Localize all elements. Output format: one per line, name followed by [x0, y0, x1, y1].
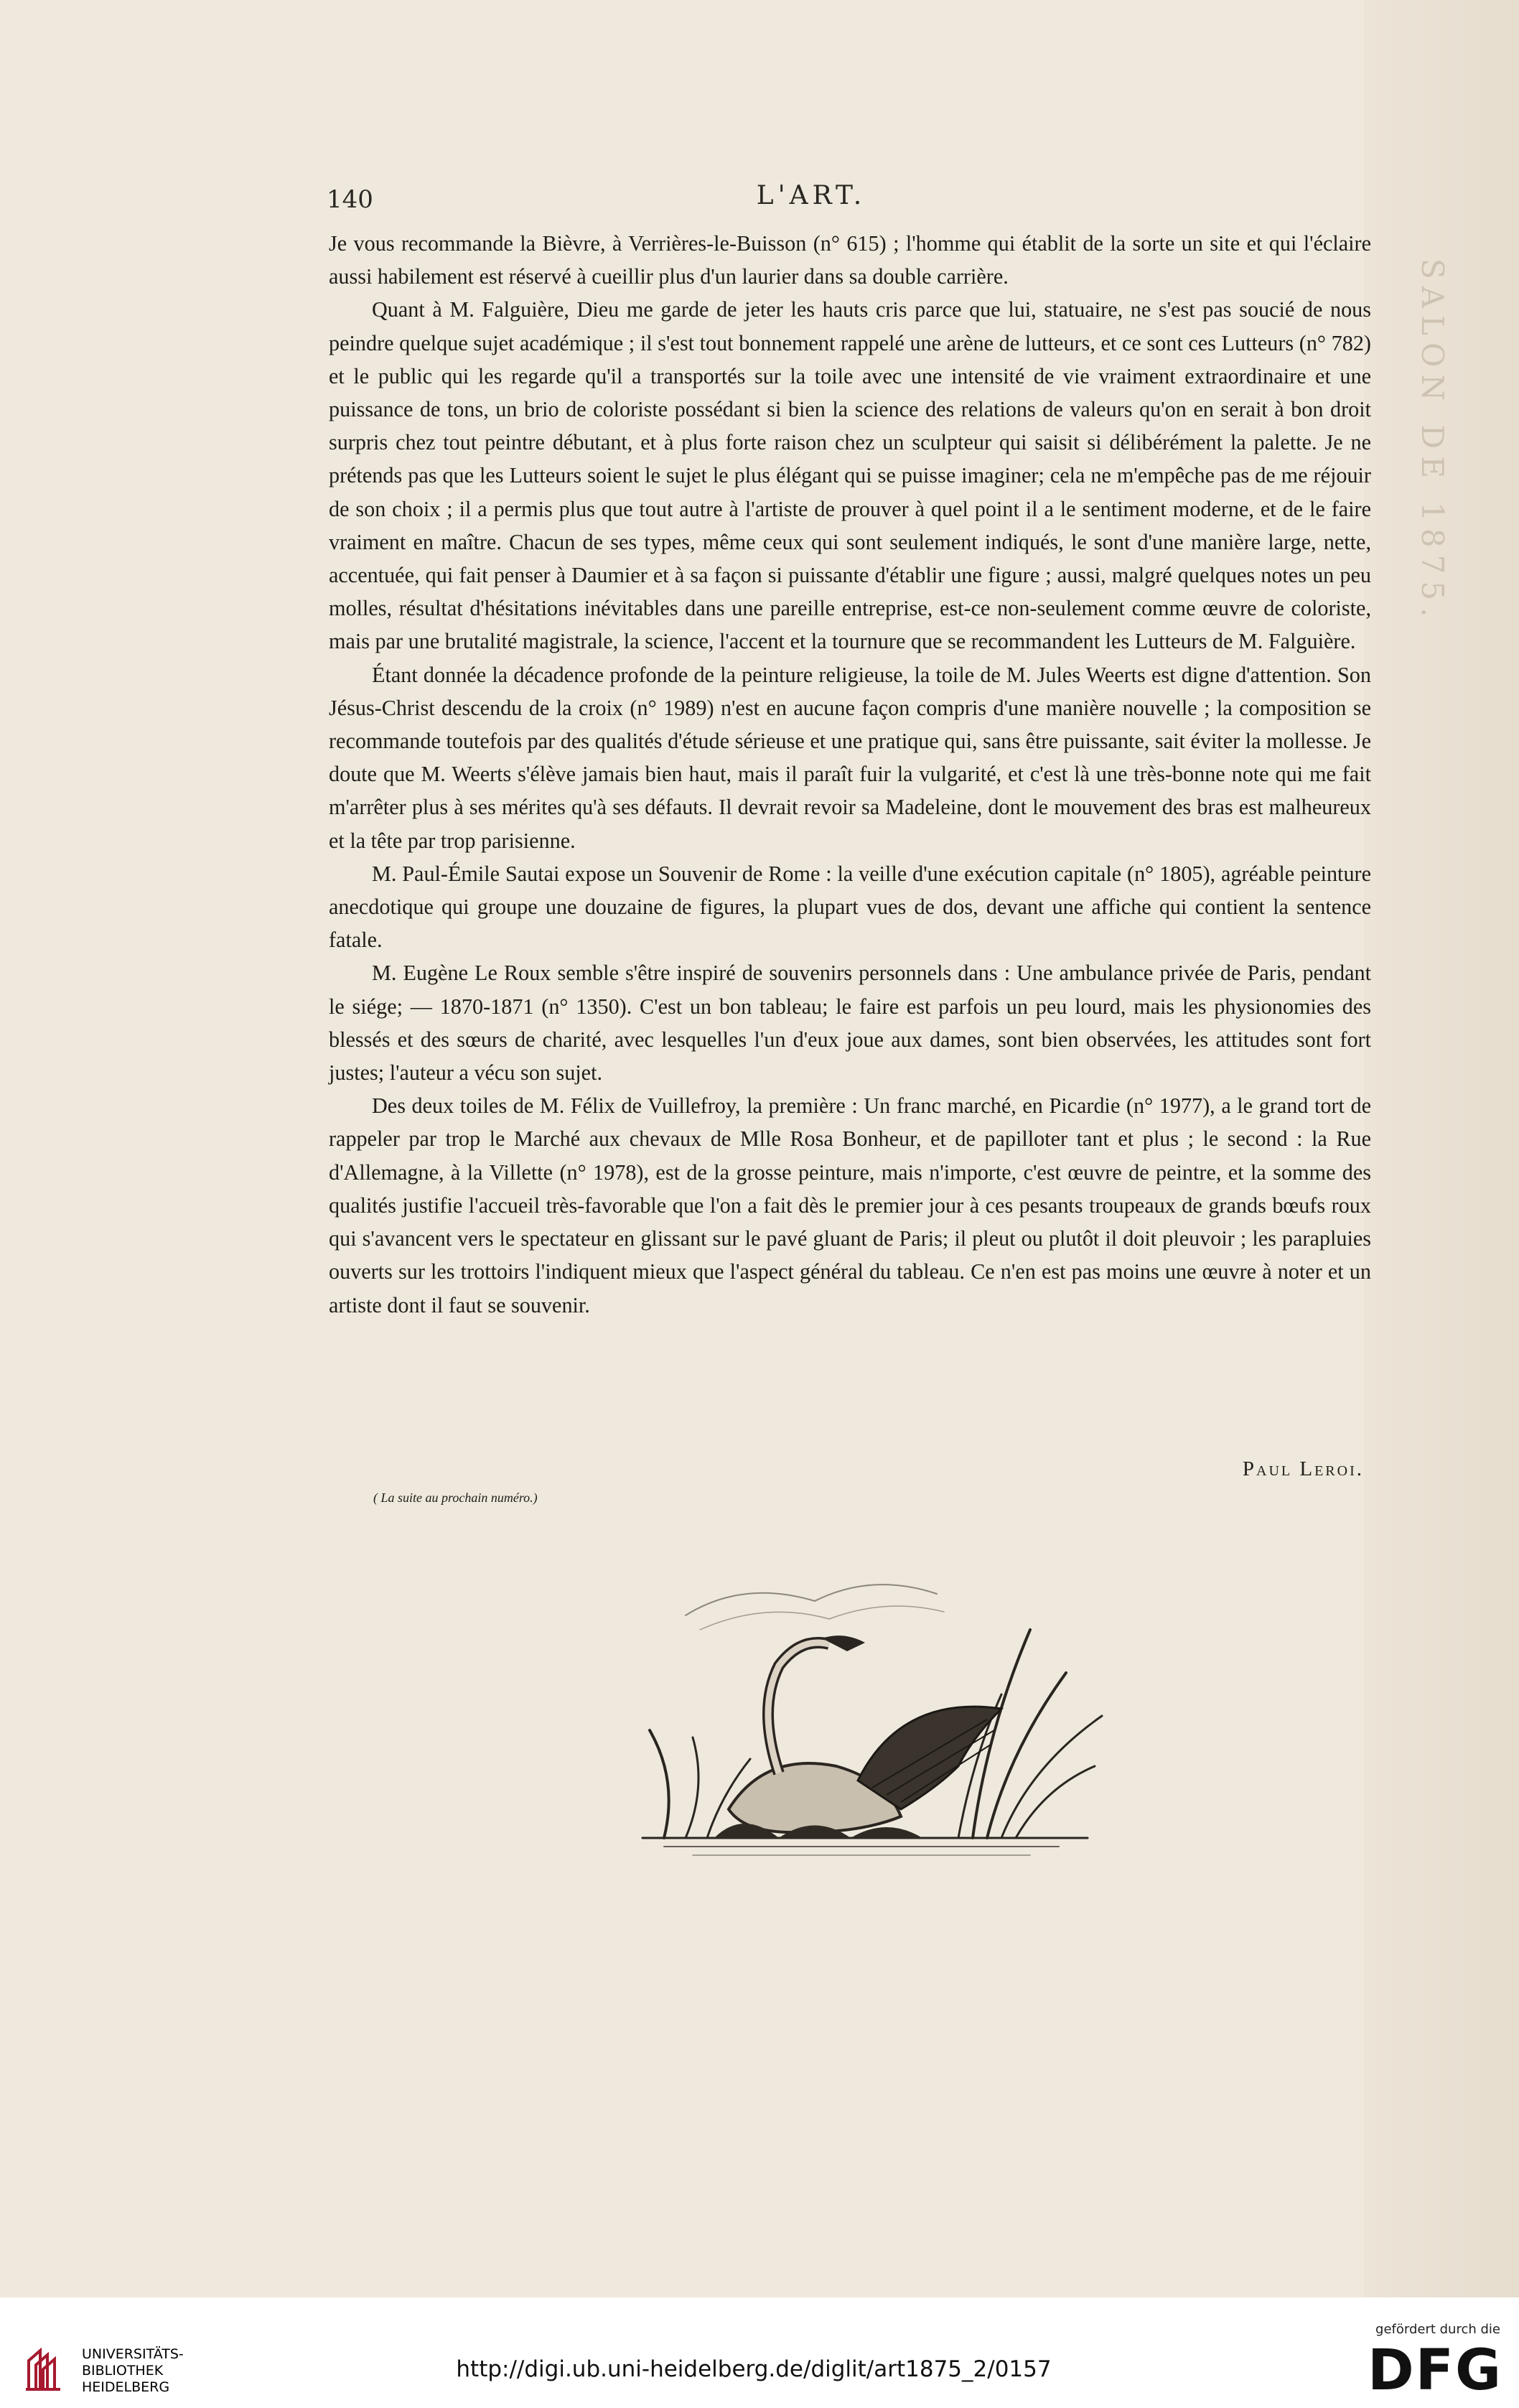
funded-by-label: gefördert durch die [1375, 2322, 1500, 2337]
paragraph [329, 227, 1371, 293]
running-head: L'ART. [756, 181, 866, 210]
continued-note: ( La suite au prochain numéro.) [373, 1490, 538, 1505]
text-line: une affiche qui contient la sentence fatale. [329, 895, 1371, 953]
text-line: d'une manière large, nette, accentuée, qui fait penser à Daumier et à sa façon si puissante d'établir une [329, 529, 1371, 588]
text-line: tant et plus ; le second : la Rue d'Allemagne, à la Villette (n° 1978), est de la grosse peinture, mais [329, 1126, 1371, 1185]
text-line: de Paris, pendant le siége; — 1870-1871 (n° 1350). C'est un bon tableau; le faire est parfois un peu [329, 961, 1371, 1019]
page-number: 140 [327, 185, 373, 214]
text-line: mérites qu'à ses défauts. Il devrait revoir sa Madeleine, dont le mouvement des bras est malheureux [501, 795, 1371, 820]
text-line: qui l'éclaire aussi habilement est réservé à cueillir plus d'un laurier dans sa double carrière. [329, 231, 1371, 289]
paragraph [329, 956, 1371, 1089]
text-line: sur les trottoirs l'indiquent mieux que l'aspect général du tableau. Ce n'en est pas moins une œuvre [398, 1259, 1263, 1284]
text-line: lourd, mais les physionomies des blessés et des sœurs de charité, avec lesquelles l'un d'eux joue aux [329, 994, 1371, 1052]
permalink-url[interactable]: http://digi.ub.uni-heidelberg.de/diglit/art1875_2/0157 [456, 2356, 1052, 2382]
text-line: a fait dès le premier jour à ces pesants troupeaux de grands bœufs roux qui s'avancent vers le spectateur [329, 1193, 1371, 1251]
text-line: Lutteurs soient le sujet le plus élégant qui se puisse imaginer; cela ne m'empêche pas de me réjouir de [329, 463, 1371, 521]
author-signature: Paul Leroi. [1242, 1457, 1364, 1480]
text-line: bien la science des relations de valeurs qu'on en serait à bon droit surpris chez tout peintre débutant, [329, 397, 1371, 455]
text-line: lutteurs, et ce sont ces Lutteurs (n° 782) et le public qui les regarde qu'il a transportés sur la toile avec [329, 330, 1371, 388]
paragraph [329, 293, 1371, 658]
library-name-line: UNIVERSITÄTS- [82, 2346, 184, 2362]
swan-engraving [599, 1551, 1131, 1874]
library-name-line: BIBLIOTHEK [82, 2363, 164, 2379]
spine-ghost-text: SALON DE 1875. [1415, 258, 1450, 625]
text-line: manière nouvelle ; la composition se recommande toutefois par des qualités d'étude sérieuse et une [329, 695, 1372, 754]
text-line: digne d'attention. Son Jésus-Christ descendu de la croix (n° 1989) n'est en aucune façon compris d'une [329, 662, 1371, 720]
text-line: dames, sont bien observées, les attitudes sont fort justes; l'auteur a vécu son sujet. [329, 1027, 1372, 1086]
text-line: et la tête par trop parisienne. [329, 828, 576, 853]
paragraph [329, 857, 1371, 957]
text-line: en glissant sur le pavé gluant de Paris; il pleut ou plutôt il doit pleuvoir ; les parapluies ouverts [329, 1226, 1371, 1284]
text-line: Des deux toiles de M. Félix de Vuillefroy, la première : Un franc marché, en Picardie (n° 1977), [372, 1093, 1222, 1119]
paragraph [329, 1089, 1371, 1321]
text-line: à noter et un artiste dont il faut se souvenir. [329, 1259, 1371, 1317]
text-line: pratique qui, sans être puissante, sait éviter la mollesse. Je doute que M. Weerts s'élève jamais bien [329, 729, 1371, 787]
text-line: entreprise, est-ce non-seulement comme œuvre de coloriste, mais par une brutalité magistrale, la [329, 596, 1371, 654]
dfg-logo: DFG [1367, 2338, 1502, 2403]
library-logo-icon [24, 2348, 65, 2392]
text-line: M. Eugène Le Roux semble s'être inspiré de souvenirs personnels dans : Une ambulance privée [372, 961, 1220, 986]
text-line: son choix ; il a permis plus que tout autre à l'artiste de prouver à quel point il a le sentiment moderne, [355, 496, 1261, 521]
text-line: une intensité de vie vraiment extraordinaire et une puissance de tons, un brio de coloriste possédant si [329, 363, 1371, 422]
text-line: haut, mais il paraît fuir la vulgarité, et c'est là une très-bonne note qui me fait m'arrêter plus à ses [329, 762, 1371, 820]
text-line: Quant à M. Falguière, Dieu me garde de jeter les hauts cris parce que lui, statuaire, ne s'est [372, 297, 1203, 322]
text-line: a le grand tort de rappeler par trop le Marché aux chevaux de Mlle Rosa Bonheur, et de papilloter [329, 1093, 1371, 1152]
library-name [82, 2346, 184, 2396]
text-line: science, l'accent et la tournure que se recommandent les Lutteurs de M. Falguière. [645, 629, 1356, 654]
text-line: agréable peinture anecdotique qui groupe une douzaine de figures, la plupart vues de dos, devant [329, 861, 1371, 920]
text-line: n'importe, c'est œuvre de peintre, et la somme des qualités justifie l'accueil très-favorable que l'on [329, 1159, 1371, 1218]
text-line: Étant donnée la décadence profonde de la peinture religieuse, la toile de M. Jules Weerts est [372, 662, 1182, 687]
viewer-footer [0, 2297, 1519, 2408]
text-line: pas soucié de nous peindre quelque sujet académique ; il s'est tout bonnement rappelé une arène de [329, 297, 1372, 355]
article-body [329, 227, 1371, 1322]
text-line: et à plus forte raison chez un sculpteur qui saisit si délibérément la palette. Je ne prétends pas que les [329, 430, 1372, 488]
text-line: M. Paul-Émile Sautai expose un Souvenir de Rome : la veille d'une exécution capitale (n° 1805), [372, 861, 1221, 886]
library-name-line: HEIDELBERG [82, 2379, 170, 2395]
paragraph [329, 658, 1371, 857]
text-line: et de le faire vraiment en maître. Chacun de ses types, même ceux qui sont seulement indiqués, le sont [329, 496, 1371, 554]
text-line: Je vous recommande la Bièvre, à Verrières-le-Buisson (n° 615) ; l'homme qui établit de la sorte un site et [329, 231, 1269, 256]
text-line: figure ; aussi, malgré quelques notes un peu molles, résultat d'hésitations inévitables dans une pareille [329, 563, 1371, 621]
